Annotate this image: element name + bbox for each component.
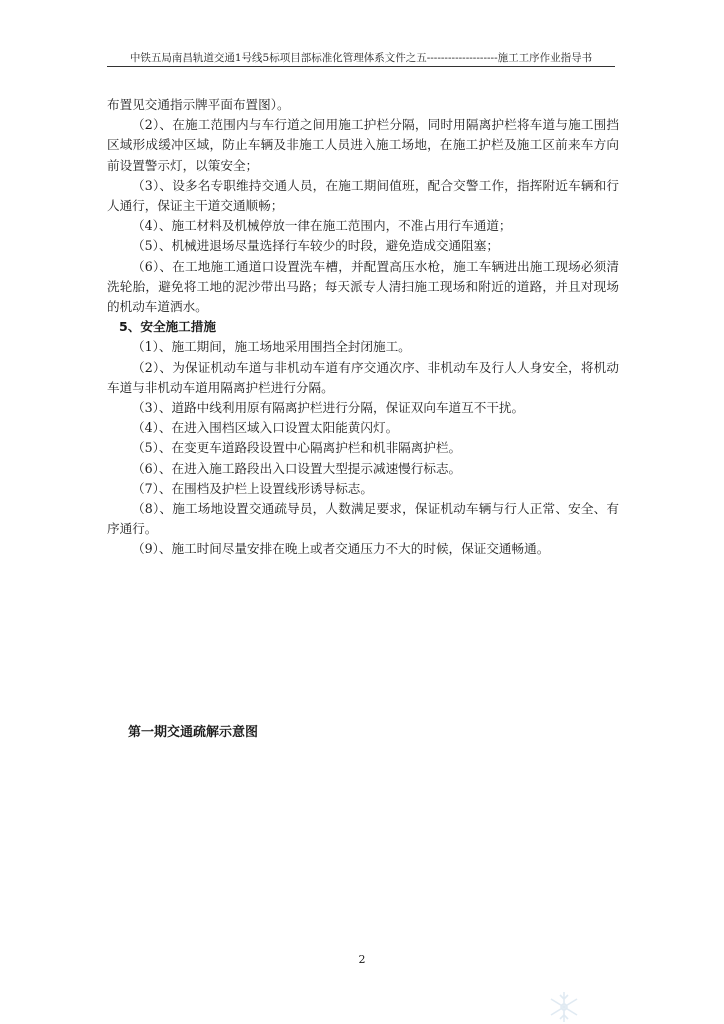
body-paragraph: （2）、在施工范围内与车行道之间用施工护栏分隔，同时用隔离护栏将车道与施工围挡区域形成缓冲区域，防止车辆及非施工人员进入施工场地，在施工护栏及施工区前来车方向前设置警示灯，以策安全；	[107, 117, 619, 173]
snowflake-logo-icon	[538, 990, 590, 1024]
list-item: （1）、施工期间，施工场地采用围挡全封闭施工。	[132, 339, 411, 355]
body-paragraph: （6）、在工地施工通道口设置洗车槽，并配置高压水枪，施工车辆进出施工现场必须清洗轮胎，避免将工地的泥沙带出马路；每天派专人清扫施工现场和附近的道路，并且对现场的机动车道洒水。	[107, 258, 619, 315]
list-item: （8）、施工场地设置交通疏导员，人数满足要求，保证机动车辆与行人正常、安全、有序通行。	[107, 501, 619, 537]
figure-title: 第一期交通疏解示意图	[128, 725, 259, 740]
body-paragraph: （5）、机械进退场尽量选择行车较少的时段，避免造成交通阻塞；	[132, 238, 499, 254]
document-body	[107, 95, 619, 560]
header-text: 中铁五局南昌轨道交通1号线5标项目部标准化管理体系文件之五--------------------施工工序作业指导书	[129, 52, 593, 64]
list-item: （3）、道路中线利用原有隔离护栏进行分隔，保证双向车道互不干扰。	[132, 400, 525, 416]
body-paragraph: （4）、施工材料及机械停放一律在施工范围内，不准占用行车通道；	[132, 218, 512, 234]
list-item: （4）、在进入围档区域入口设置太阳能黄闪灯。	[132, 420, 399, 436]
list-item: （7）、在围档及护栏上设置线形诱导标志。	[132, 480, 373, 496]
list-item: （6）、在进入施工路段出入口设置大型提示减速慢行标志。	[132, 460, 462, 476]
list-item: （5）、在变更车道路段设置中心隔离护栏和机非隔离护栏。	[132, 440, 462, 456]
body-paragraph: 布置见交通指示牌平面布置图）。	[107, 97, 290, 112]
list-item: （2）、为保证机动车道与非机动车道有序交通次序、非机动车及行人人身安全，将机动车道与非机动车道用隔离护栏进行分隔。	[107, 359, 619, 395]
body-paragraph: （3）、设多名专职维持交通人员，在施工期间值班，配合交警工作，指挥附近车辆和行人通行，保证主干道交通顺畅；	[107, 177, 619, 214]
list-item: （9）、施工时间尽量安排在晚上或者交通压力不大的时候，保证交通畅通。	[132, 541, 550, 557]
section-heading: 5、安全施工措施	[119, 319, 216, 335]
page-number: 2	[358, 953, 366, 966]
header-rule	[107, 66, 615, 67]
